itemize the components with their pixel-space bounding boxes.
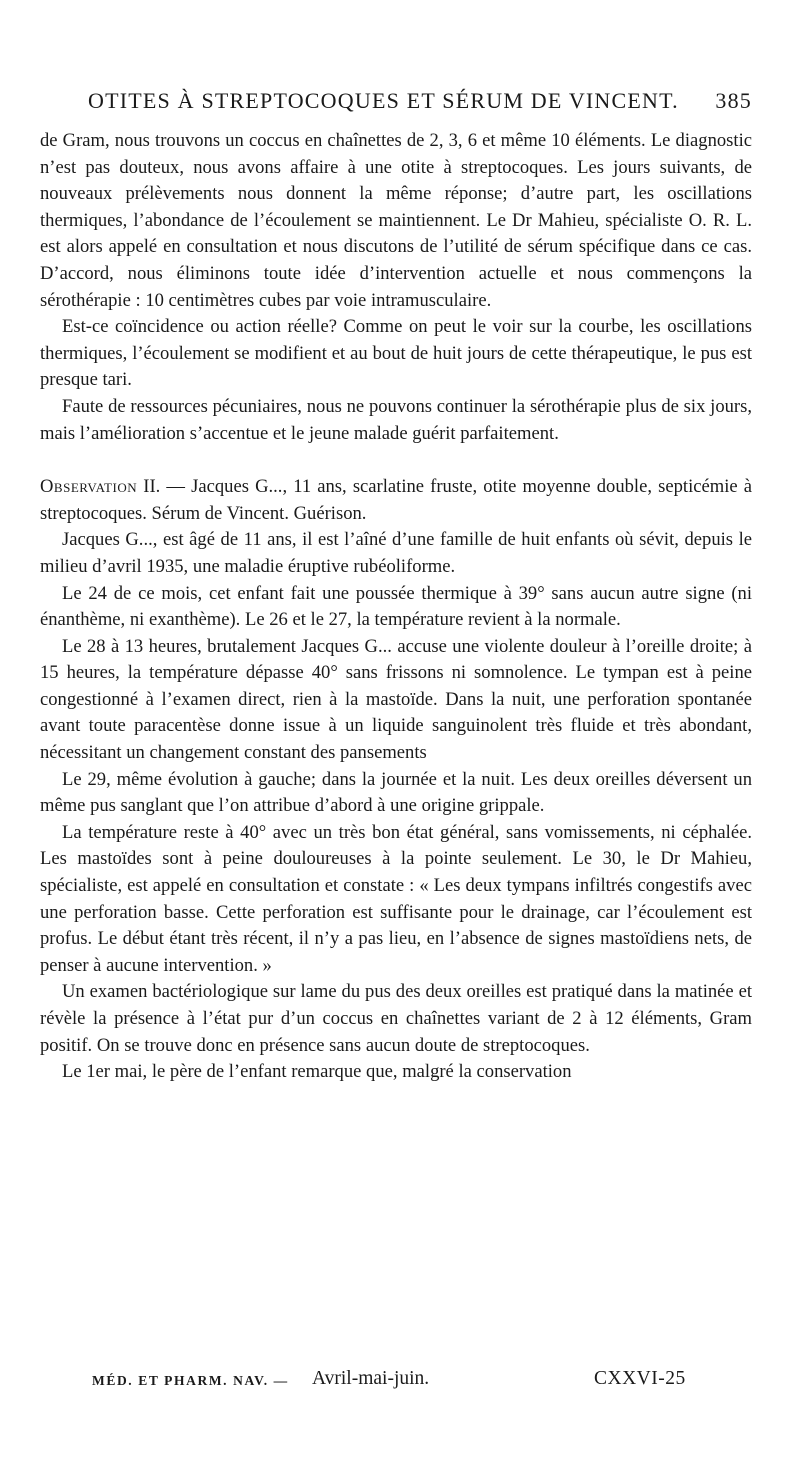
issue-date: Avril-mai-juin. — [312, 1368, 430, 1389]
running-title: OTITES À STREPTOCOQUES ET SÉRUM DE VINCENT. — [88, 88, 679, 113]
paragraph-continuation: de Gram, nous trouvons un coccus en chaînettes de 2, 3, 6 et même 10 éléments. Le diagnostic n’est pas douteux, nous avons affaire à une otite à streptocoques. Les jours suivants, de nouveaux prélèvements nous donnent la même réponse; d’autre part, les oscillations thermiques, l’abondance de l’écoulement se maintiennent. Le Dr Mahieu, spécialiste O. R. L. est alors appelé en consultation et nous discutons de l’utilité de sérum spécifique dans ce cas. D’accord, nous éliminons toute idée d’intervention actuelle et nous commençons la sérothérapie : 10 centimètres cubes par voie intramusculaire. — [40, 130, 752, 311]
observation-summary: II. — Jacques G..., 11 ans, scarlatine fruste, otite moyenne double, septicémie à streptocoques. Sérum de Vincent. Guérison. — [40, 476, 752, 524]
paragraph: Un examen bactériologique sur lame du pus des deux oreilles est pratiqué dans la matinée et révèle la présence à l’état pur d’un coccus en chaînettes variant de 2 à 12 éléments, Gram positif. On se trouve donc en présence sans aucun doute de streptocoques. — [40, 981, 752, 1056]
paragraph: Le 24 de ce mois, cet enfant fait une poussée thermique à 39° sans aucun autre signe (ni énanthème, ni exanthème). Le 26 et le 27, la température revient à la normale. — [40, 582, 752, 631]
paragraph-last: Le 1er mai, le père de l’enfant remarque que, malgré la conservation — [62, 1061, 572, 1083]
paragraph: Le 29, même évolution à gauche; dans la journée et la nuit. Les deux oreilles déversent un même pus sanglant que l’on attribue d’abord à une origine grippale. — [40, 768, 752, 817]
page-footer — [0, 1368, 800, 1398]
paragraph: Jacques G..., est âgé de 11 ans, il est l’aîné d’une famille de huit enfants où sévit, depuis le milieu d’avril 1935, une maladie éruptive rubéoliforme. — [40, 529, 752, 577]
journal-name: MÉD. ET PHARM. NAV. — — [92, 1373, 289, 1388]
page-number: 385 — [715, 88, 752, 113]
paragraph: Faute de ressources pécuniaires, nous ne pouvons continuer la sérothérapie plus de six jours, mais l’amélioration s’accentue et le jeune malade guérit parfaitement. — [40, 395, 752, 444]
signature-mark: CXXVI-25 — [594, 1368, 686, 1389]
paragraph: Est-ce coïncidence ou action réelle? Comme on peut le voir sur la courbe, les oscillations thermiques, l’écoulement se modifient et au bout de huit jours de cette thérapeutique, le pus est presque tari. — [40, 316, 752, 391]
page — [40, 88, 752, 1086]
observation-heading — [40, 474, 752, 527]
observation-label: Observation — [40, 476, 138, 498]
paragraph: Le 28 à 13 heures, brutalement Jacques G... accuse une violente douleur à l’oreille droite; à 15 heures, la température dépasse 40° sans frissons ni somnolence. Le tympan est à peine congestionné à l’examen direct, rien à la mastoïde. Dans la nuit, une perforation spontanée avant toute paracentèse donne issue à un liquide sanguinolent très fluide et très abondant, nécessitant un changement constant des pansements — [40, 635, 752, 764]
paragraph: La température reste à 40° avec un très bon état général, sans vomissements, ni céphalée. Les mastoïdes sont à peine douloureuses à la pointe seulement. Le 30, le Dr Mahieu, spécialiste, est appelé en consultation et constate : « Les deux tympans infiltrés congestifs avec une perforation basse. Cette perforation est suffisante pour le drainage, car l’écoulement est profus. Le début étant très récent, il n’y a pas lieu, en l’absence de signes mastoïdiens nets, de penser à aucune intervention. » — [40, 821, 752, 976]
running-head — [40, 88, 752, 118]
section-gap — [40, 447, 752, 474]
article-body — [40, 128, 752, 1086]
